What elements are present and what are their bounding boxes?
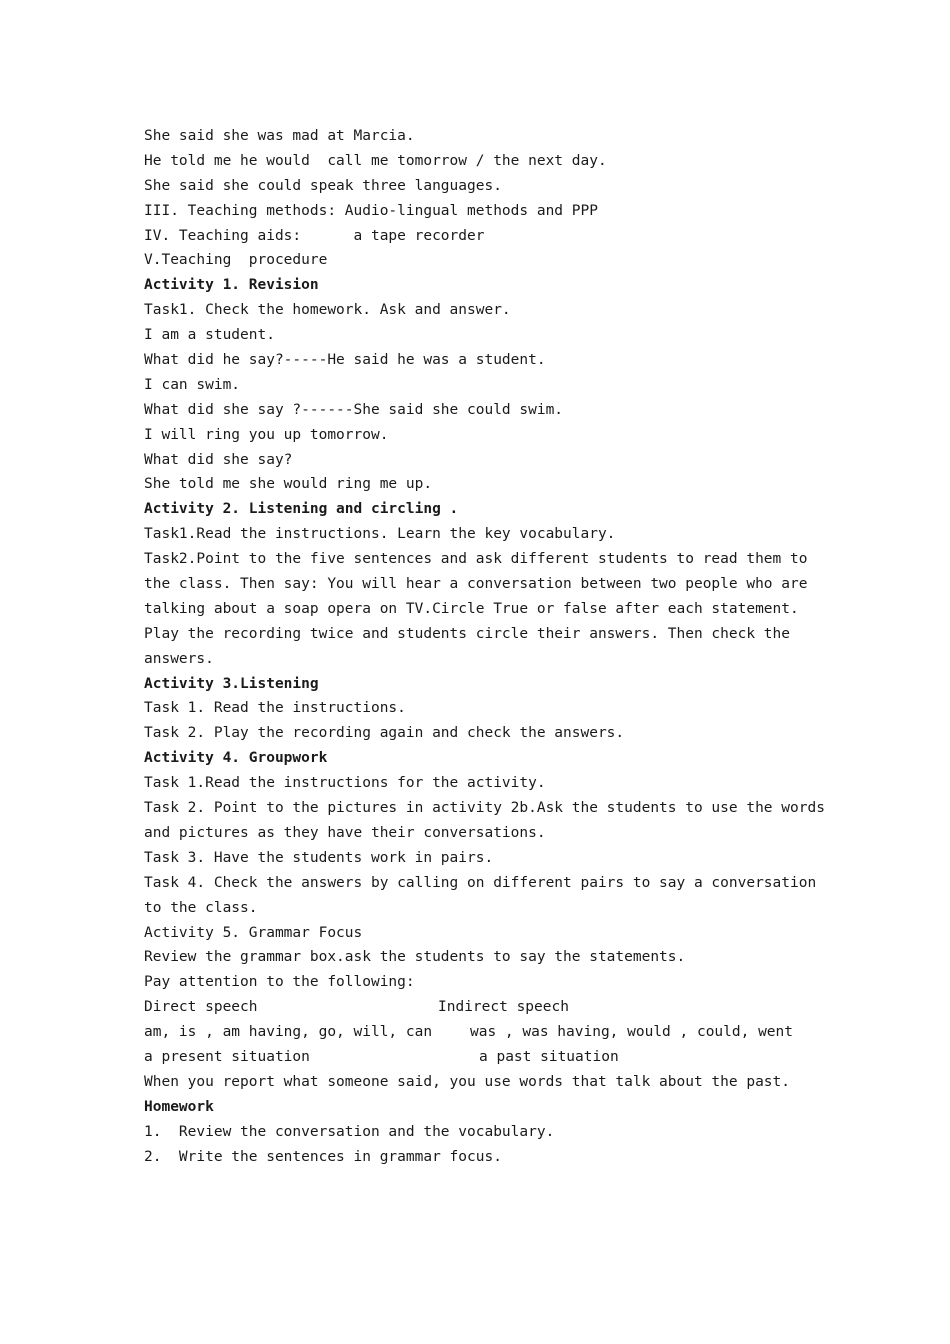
text-line: What did he say?-----He said he was a student.	[144, 352, 546, 369]
text-line: Task1.Read the instructions. Learn the key vocabulary.	[144, 526, 616, 543]
text-line: Task 4. Check the answers by calling on different pairs to say a conversation	[144, 874, 817, 891]
speech-comparison-row	[144, 1045, 824, 1070]
direct-speech-label: Direct speech	[144, 999, 258, 1016]
text-line: She said she was mad at Marcia.	[144, 128, 415, 144]
section-teaching-methods: III. Teaching methods: Audio-lingual methods and PPP	[144, 202, 598, 219]
text-line: and pictures as they have their conversations.	[144, 824, 546, 841]
text-line: When you report what someone said, you use words that talk about the past.	[144, 1073, 791, 1090]
text-line: Task 2. Play the recording again and check the answers.	[144, 725, 625, 742]
text-line: I will ring you up tomorrow.	[144, 426, 389, 443]
text-line: Review the grammar box.ask the students to say the statements.	[144, 949, 686, 966]
activity-1-heading: Activity 1. Revision	[144, 277, 319, 294]
section-teaching-aids: IV. Teaching aids: a tape recorder	[144, 227, 485, 244]
text-line: He told me he would call me tomorrow / the next day.	[144, 152, 607, 169]
text-line: Task 1. Read the instructions.	[144, 700, 406, 717]
indirect-speech-forms: was , was having, would , could, went	[470, 1024, 794, 1041]
indirect-speech-situation: a past situation	[479, 1048, 619, 1065]
text-line: the class. Then say: You will hear a conversation between two people who are	[144, 576, 808, 593]
text-line: to the class.	[144, 899, 258, 916]
text-line: Task 3. Have the students work in pairs.	[144, 849, 494, 866]
homework-item: 1. Review the conversation and the vocabulary.	[144, 1123, 555, 1140]
activity-2-heading: Activity 2. Listening and circling .	[144, 501, 459, 518]
text-line: I can swim.	[144, 376, 241, 393]
text-line: Play the recording twice and students circle their answers. Then check the	[144, 625, 791, 642]
text-line: Task2.Point to the five sentences and ask different students to read them to	[144, 551, 808, 568]
text-line: She said she could speak three languages.	[144, 177, 502, 194]
text-line: Task 2. Point to the pictures in activity 2b.Ask the students to use the words	[144, 800, 825, 817]
indirect-speech-label: Indirect speech	[438, 999, 569, 1016]
text-line: I am a student.	[144, 327, 275, 344]
text-line: talking about a soap opera on TV.Circle True or false after each statement.	[144, 600, 799, 617]
speech-comparison-row	[144, 1020, 824, 1045]
activity-4-heading: Activity 4. Groupwork	[144, 750, 328, 767]
text-line: Pay attention to the following:	[144, 974, 415, 991]
activity-3-heading: Activity 3.Listening	[144, 675, 319, 692]
text-line: answers.	[144, 650, 214, 667]
speech-comparison-header	[144, 995, 824, 1020]
homework-item: 2. Write the sentences in grammar focus.	[144, 1148, 502, 1165]
document-page	[144, 124, 824, 1169]
activity-5-heading: Activity 5. Grammar Focus	[144, 924, 363, 941]
direct-speech-forms: am, is , am having, go, will, can	[144, 1024, 433, 1041]
text-line: What did she say ?------She said she could swim.	[144, 401, 564, 418]
text-line: What did she say?	[144, 451, 293, 468]
direct-speech-situation: a present situation	[144, 1048, 310, 1065]
section-teaching-procedure: V.Teaching procedure	[144, 252, 328, 269]
text-line: She told me she would ring me up.	[144, 476, 433, 493]
text-line: Task 1.Read the instructions for the activity.	[144, 775, 546, 792]
homework-heading: Homework	[144, 1098, 214, 1115]
text-line: Task1. Check the homework. Ask and answer.	[144, 302, 511, 319]
